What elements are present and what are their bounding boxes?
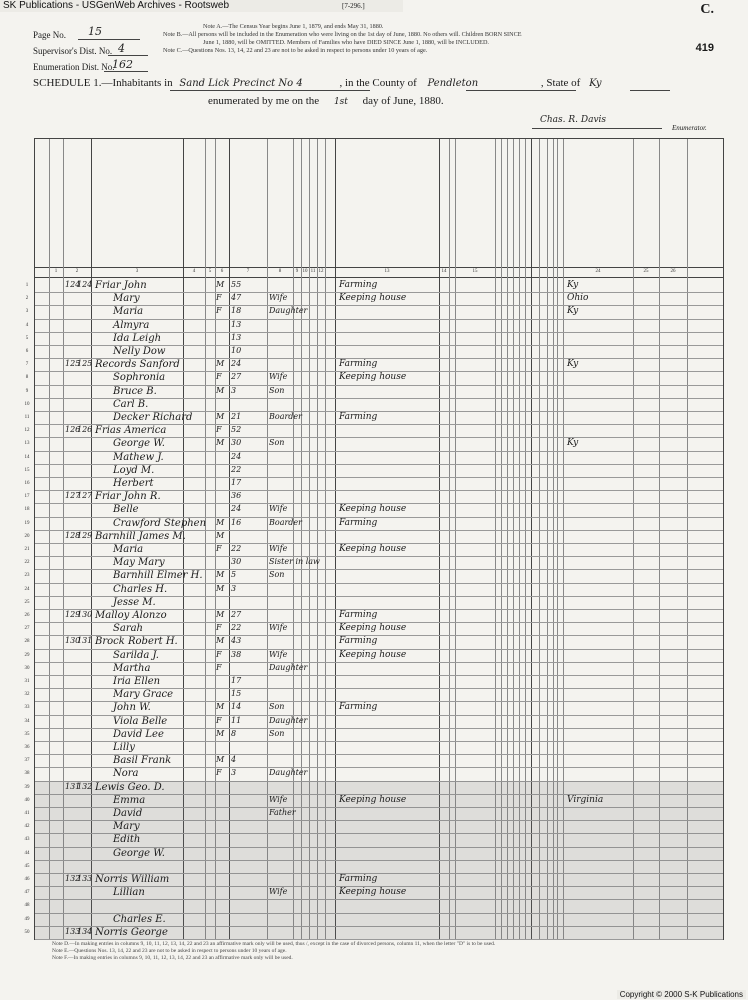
cell-age: 5 xyxy=(231,570,237,580)
line-number: 9 xyxy=(25,388,29,394)
line-number: 34 xyxy=(24,718,30,724)
cell-age: 13 xyxy=(231,332,242,342)
cell-birth: Ohio xyxy=(567,293,589,304)
enumerator-label: Enumerator. xyxy=(672,124,707,132)
cell-name: Barnhill Elmer H. xyxy=(113,570,203,582)
note-c: Note C.—Questions Nos. 13, 14, 22 and 23 are not to be asked in respect to persons under 10 years of age. xyxy=(163,47,428,54)
cell-relation: Boarder xyxy=(269,412,302,421)
cell-name: Records Sanford xyxy=(95,359,180,371)
cell-age: 30 xyxy=(231,438,242,448)
line-number: 5 xyxy=(25,335,29,341)
line-number: 19 xyxy=(24,520,30,526)
cell-age: 18 xyxy=(231,306,242,316)
cell-occupation: Farming xyxy=(339,610,378,620)
cell-age: 27 xyxy=(231,372,242,382)
supervisor-label: Supervisor's Dist. No. xyxy=(33,46,113,56)
cell-name: Nora xyxy=(113,768,139,780)
cell-name: Carl B. xyxy=(113,398,149,410)
cell-age: 24 xyxy=(231,359,242,369)
cell-age: 52 xyxy=(231,425,242,435)
cell-sex: M xyxy=(216,385,225,395)
cell-occupation: Farming xyxy=(339,702,378,713)
line-number: 20 xyxy=(24,533,30,539)
corner-mark: C. xyxy=(700,2,714,17)
cell-name: Bruce B. xyxy=(113,385,157,397)
cell-dwelling: 130 xyxy=(65,636,81,646)
cell-name: May Mary xyxy=(113,557,165,569)
enum-dist-value: 162 xyxy=(112,58,133,71)
cell-sex: F xyxy=(216,544,222,553)
cell-name: Viola Belle xyxy=(113,715,168,727)
line-number: 36 xyxy=(24,745,30,750)
copyright: Copyright © 2000 S-K Publications xyxy=(617,990,746,999)
cell-family: 134 xyxy=(77,926,93,936)
cell-name: Malloy Alonzo xyxy=(95,610,167,621)
cell-name: Crawford Stephen xyxy=(113,517,207,529)
cell-name: Norris George xyxy=(95,926,168,938)
line-number: 49 xyxy=(24,916,30,922)
line-number: 3 xyxy=(25,309,29,315)
cell-sex: M xyxy=(216,583,225,593)
cell-name: Lillian xyxy=(113,887,145,899)
cell-sex: M xyxy=(216,728,225,738)
cell-age: 11 xyxy=(231,715,242,725)
cell-birth: Ky xyxy=(567,438,579,449)
cell-sex: M xyxy=(216,570,225,580)
cell-dwelling: 124 xyxy=(65,280,81,289)
cell-family: 130 xyxy=(77,610,93,619)
cell-relation: Son xyxy=(269,728,285,738)
cell-name: Brock Robert H. xyxy=(95,636,178,648)
cell-birth: Ky xyxy=(567,306,579,317)
cell-age: 36 xyxy=(231,491,242,501)
cell-name: Emma xyxy=(113,794,146,806)
cell-name: Loyd M. xyxy=(113,464,155,476)
page-no-value: 15 xyxy=(88,25,102,38)
cell-name: George W. xyxy=(113,847,165,859)
cell-birth: Ky xyxy=(567,280,579,290)
cell-name: Nelly Dow xyxy=(113,346,166,357)
cell-sex: F xyxy=(216,715,222,725)
cell-sex: F xyxy=(216,293,222,303)
cell-name: Charles E. xyxy=(113,913,166,925)
cell-age: 3 xyxy=(231,385,237,395)
cell-relation: Daughter xyxy=(269,306,308,316)
cell-name: Lilly xyxy=(113,742,135,753)
line-number: 4 xyxy=(25,322,29,328)
line-number: 42 xyxy=(24,824,30,830)
cell-relation: Wife xyxy=(269,504,288,514)
cell-name: Almyra xyxy=(113,319,150,331)
cell-age: 16 xyxy=(231,517,242,527)
cell-dwelling: 126 xyxy=(65,425,81,435)
cell-sex: M xyxy=(216,530,225,540)
county-label: , in the County of xyxy=(339,77,417,89)
line-number: 27 xyxy=(24,626,30,632)
line-number: 7 xyxy=(25,362,29,368)
enumerated-day-suffix: day of June, 1880. xyxy=(362,95,444,107)
line-number: 43 xyxy=(24,837,30,843)
cell-name: Barnhill James M. xyxy=(95,530,186,542)
cell-name: Belle xyxy=(113,504,139,516)
cell-sex: M xyxy=(216,755,225,765)
line-number: 39 xyxy=(24,784,30,790)
cell-occupation: Keeping house xyxy=(339,623,407,634)
cell-sex: M xyxy=(216,610,225,619)
line-number: 1 xyxy=(25,283,29,288)
cell-age: 21 xyxy=(231,412,242,421)
cell-occupation: Keeping house xyxy=(339,544,407,554)
cell-sex: F xyxy=(216,306,222,316)
cell-occupation: Farming xyxy=(339,280,378,290)
cell-age: 3 xyxy=(231,768,237,778)
cell-name: David Lee xyxy=(113,728,164,740)
cell-age: 47 xyxy=(231,293,242,303)
line-number: 22 xyxy=(24,560,30,566)
cell-name: Herbert xyxy=(113,478,154,489)
line-number: 13 xyxy=(24,441,30,447)
cell-name: Ida Leigh xyxy=(113,332,162,344)
cell-age: 8 xyxy=(231,728,237,738)
cell-occupation: Farming xyxy=(339,517,378,528)
line-number: 41 xyxy=(24,811,30,816)
cell-name: David xyxy=(113,808,143,819)
cell-relation: Father xyxy=(269,808,296,817)
cell-relation: Sister in law xyxy=(269,557,320,567)
cell-name: George W. xyxy=(113,438,165,450)
cell-name: Sarah xyxy=(113,623,143,635)
census-table: 1 2 3 4 5 6 7 8 9 10 11 12 13 14 15 24 25 26 1 124 124 Friar John M 55 Farming Ky 2 Mary F 47 Wife Keeping house Ohio 3 Maria F 18 Daughter Ky 4 Almyra 13 5 Ida Leigh 13 6 Nelly Dow 10 7 125 125 Records Sanford M 24 Farming Ky 8 Sophronia F 27 Wife Keeping house 9 Bruce B. M 3 Son 10 Carl B. 11 Decker Richard M 21 Boarder Farming 12 126 126 Frias America F 52 13 George W. M 30 Son Ky 14 Mathew J. 24 15 Loyd M. 22 16 Herbert 17 17 127 127 Friar John R. 36 18 Belle 24 Wife Keeping house 19 Crawford Stephen M 16 Boarder Farming 20 128 129 Barnhill James M. M 21 Maria F 22 Wife Keeping house 22 May Mary 30 Sister in law 23 Barnhill Elmer H. M 5 Son 24 Charles H. M 3 25 Jesse M. 26 129 130 Malloy Alonzo M 27 Farming 27 Sarah F 22 Wife Keeping house 28 130 131 Brock Robert H. M 43 Farming 29 Sarilda J. F 38 Wife Keeping house 30 Martha F Daughter 31 Iria Ellen 17 32 Mary Grace 15 33 John W. M 14 Son Farming 34 Viola Belle F 11 Daughter 35 David Lee M 8 Son 36 Lilly 37 Basil Frank M 4 38 Nora F 3 Daughter 39 131 132 Lewis Geo. D. 40 Emma Wife Keeping house Virginia 41 David Father 42 Mary 43 Edith 44 George W. 45 46 132 133 Norris William Farming 47 Lillian Wife Keeping house 48 49 Charles E. 50 133 134 Norris George xyxy=(34,138,724,940)
footer-notes: Note D.—In making entries in columns 9, 10, 11, 12, 13, 14, 22 and 23 an affirmative mark only will be used, thus /, except in the case of divorced persons, column 11, when the letter "D" is to be used. Note E.—Questions Nos. 13, 14, 22 and 23 are not to be asked in respect to persons under 10 years of age. Note F.—In making entries in columns 9, 10, 11, 12, 13, 14, 22 and 23 an affirmative mark only will be used. xyxy=(52,941,496,961)
cell-age: 15 xyxy=(231,689,242,699)
supervisor-value: 4 xyxy=(118,42,125,55)
line-number: 2 xyxy=(25,296,29,302)
line-number: 18 xyxy=(24,507,30,513)
cell-age: 17 xyxy=(231,478,242,487)
cell-sex: M xyxy=(216,517,225,527)
line-number: 17 xyxy=(24,494,30,500)
note-a: Note A.—The Census Year begins June 1, 1879, and ends May 31, 1880. xyxy=(203,23,384,30)
line-number: 31 xyxy=(24,679,30,684)
line-number: 50 xyxy=(24,929,30,935)
enumerated-day: 1st xyxy=(333,97,348,107)
cell-sex: F xyxy=(216,768,222,778)
cell-dwelling: 129 xyxy=(65,610,81,619)
line-number: 12 xyxy=(24,428,30,434)
cell-dwelling: 133 xyxy=(65,926,81,936)
cell-name: Martha xyxy=(113,662,151,674)
line-number: 16 xyxy=(24,481,30,486)
cell-age: 38 xyxy=(231,649,242,659)
line-number: 26 xyxy=(24,613,30,618)
line-number: 45 xyxy=(24,863,30,869)
note-b-cont: June 1, 1880, will be OMITTED. Members of Families who have DIED SINCE June 1, 1880, will be INCLUDED. xyxy=(203,39,489,46)
line-number: 47 xyxy=(24,890,30,896)
cell-name: Basil Frank xyxy=(113,755,172,767)
line-number: 30 xyxy=(24,665,30,671)
cell-sex: M xyxy=(216,438,225,448)
cell-name: Friar John R. xyxy=(95,491,161,503)
cell-dwelling: 132 xyxy=(65,874,81,883)
cell-name: Mathew J. xyxy=(113,451,164,463)
cell-sex: M xyxy=(216,412,225,421)
cell-age: 3 xyxy=(231,583,237,593)
cell-relation: Daughter xyxy=(269,768,308,778)
line-number: 21 xyxy=(24,547,30,552)
cell-sex: M xyxy=(216,702,225,712)
line-number: 23 xyxy=(24,573,30,579)
cell-relation: Son xyxy=(269,570,285,580)
cell-name: Friar John xyxy=(95,280,147,291)
cell-age: 10 xyxy=(231,346,242,355)
county-value: Pendleton xyxy=(427,78,479,89)
cell-relation: Wife xyxy=(269,293,288,303)
cell-relation: Wife xyxy=(269,649,288,659)
line-number: 8 xyxy=(25,375,29,381)
cell-family: 126 xyxy=(77,425,93,435)
cell-family: 131 xyxy=(77,636,93,646)
line-number: 24 xyxy=(24,586,30,592)
line-number: 14 xyxy=(24,454,30,460)
cell-name: John W. xyxy=(113,702,151,714)
line-number: 6 xyxy=(25,349,29,354)
cell-sex: F xyxy=(216,425,222,435)
cell-name: Mary xyxy=(113,821,140,833)
schedule-place: Sand Lick Precinct No 4 xyxy=(179,78,303,89)
cell-age: 14 xyxy=(231,702,242,712)
cell-name: Mary Grace xyxy=(113,689,174,701)
cell-relation: Wife xyxy=(269,372,288,382)
line-number: 44 xyxy=(24,850,30,856)
cell-occupation: Farming xyxy=(339,874,378,884)
line-number: 40 xyxy=(24,797,30,803)
cell-relation: Boarder xyxy=(269,517,302,527)
cell-occupation: Keeping house xyxy=(339,504,407,515)
cell-name: Sophronia xyxy=(113,372,166,384)
cell-relation: Son xyxy=(269,438,285,448)
enumerated-line xyxy=(208,95,444,107)
cell-name: Sarilda J. xyxy=(113,649,159,661)
cell-dwelling: 125 xyxy=(65,359,81,369)
line-number: 11 xyxy=(24,415,30,420)
line-number: 33 xyxy=(24,705,30,711)
line-number: 28 xyxy=(24,639,30,645)
cell-age: 22 xyxy=(231,544,242,553)
cell-relation: Son xyxy=(269,385,285,395)
cell-age: 24 xyxy=(231,504,242,514)
cell-name: Frias America xyxy=(95,425,167,437)
cell-relation: Son xyxy=(269,702,285,712)
cell-birth: Virginia xyxy=(567,794,604,805)
line-number: 35 xyxy=(24,731,30,737)
cell-name: Jesse M. xyxy=(113,596,156,608)
cell-name: Mary xyxy=(113,293,140,305)
cell-occupation: Keeping house xyxy=(339,887,407,898)
state-value: Ky xyxy=(589,78,602,89)
page-no-label: Page No. xyxy=(33,30,66,40)
page-number: 419 xyxy=(695,42,714,54)
line-number: 38 xyxy=(24,771,30,777)
cell-relation: Wife xyxy=(269,544,288,553)
schedule-title: SCHEDULE 1.—Inhabitants in xyxy=(33,77,173,89)
enum-dist-label: Enumeration Dist. No. xyxy=(33,62,115,72)
line-number: 46 xyxy=(24,877,30,882)
line-number: 29 xyxy=(24,652,30,658)
cell-relation: Daughter xyxy=(269,662,308,672)
cell-age: 22 xyxy=(231,464,242,474)
line-number: 37 xyxy=(24,758,30,764)
cell-occupation: Farming xyxy=(339,636,378,647)
cell-name: Maria xyxy=(113,306,144,318)
cell-occupation: Keeping house xyxy=(339,649,407,660)
cell-age: 55 xyxy=(231,280,242,289)
cell-family: 132 xyxy=(77,781,93,791)
cell-family: 124 xyxy=(77,280,93,289)
state-label: , State of xyxy=(540,77,581,89)
cell-occupation: Farming xyxy=(339,359,378,370)
cell-sex: F xyxy=(216,662,222,672)
cell-family: 133 xyxy=(77,874,93,883)
cell-dwelling: 131 xyxy=(65,781,81,791)
cell-sex: F xyxy=(216,649,222,659)
cell-relation: Wife xyxy=(269,623,288,633)
cell-name: Maria xyxy=(113,544,144,555)
cell-family: 125 xyxy=(77,359,93,369)
cell-age: 24 xyxy=(231,451,242,461)
cell-name: Charles H. xyxy=(113,583,168,595)
enumerated-label: enumerated by me on the xyxy=(208,95,320,107)
cell-dwelling: 127 xyxy=(65,491,81,501)
cell-age: 17 xyxy=(231,676,242,685)
line-number: 10 xyxy=(24,401,30,407)
cell-name: Iria Ellen xyxy=(113,676,161,687)
line-number: 15 xyxy=(24,467,30,473)
cell-name: Norris William xyxy=(95,874,170,885)
cell-age: 13 xyxy=(231,319,242,329)
cell-age: 43 xyxy=(231,636,242,646)
cell-sex: F xyxy=(216,372,222,382)
cell-sex: M xyxy=(216,280,225,289)
cell-occupation: Farming xyxy=(339,412,378,422)
enumerator-signature: Chas. R. Davis xyxy=(540,115,607,125)
cell-name: Edith xyxy=(113,834,141,846)
cell-occupation: Keeping house xyxy=(339,293,407,304)
cell-name: Decker Richard xyxy=(113,412,193,423)
form-number: [7-296.] xyxy=(342,2,365,10)
cell-family: 127 xyxy=(77,491,93,501)
cell-relation: Daughter xyxy=(269,715,308,725)
cell-age: 30 xyxy=(231,557,242,567)
cell-relation: Wife xyxy=(269,887,288,897)
line-number: 48 xyxy=(24,903,30,909)
cell-sex: F xyxy=(216,623,222,633)
cell-family: 129 xyxy=(77,530,93,540)
note-b: Note B.—All persons will be included in the Enumeration who were living on the 1st day of June, 1880. No others will. Children BORN SINCE xyxy=(163,31,522,38)
line-number: 32 xyxy=(24,692,30,698)
schedule-title-line xyxy=(33,77,602,89)
line-number: 25 xyxy=(24,599,30,605)
cell-birth: Ky xyxy=(567,359,579,370)
instruction-notes xyxy=(163,23,723,55)
site-banner: SK Publications - USGenWeb Archives - Rootsweb xyxy=(0,0,403,12)
cell-name: Lewis Geo. D. xyxy=(95,781,165,793)
cell-age: 22 xyxy=(231,623,242,633)
cell-dwelling: 128 xyxy=(65,530,81,540)
cell-age: 4 xyxy=(231,755,237,765)
cell-age: 27 xyxy=(231,610,242,619)
cell-occupation: Keeping house xyxy=(339,794,407,805)
cell-sex: M xyxy=(216,636,225,646)
cell-occupation: Keeping house xyxy=(339,372,407,383)
cell-relation: Wife xyxy=(269,794,288,804)
cell-sex: M xyxy=(216,359,225,369)
